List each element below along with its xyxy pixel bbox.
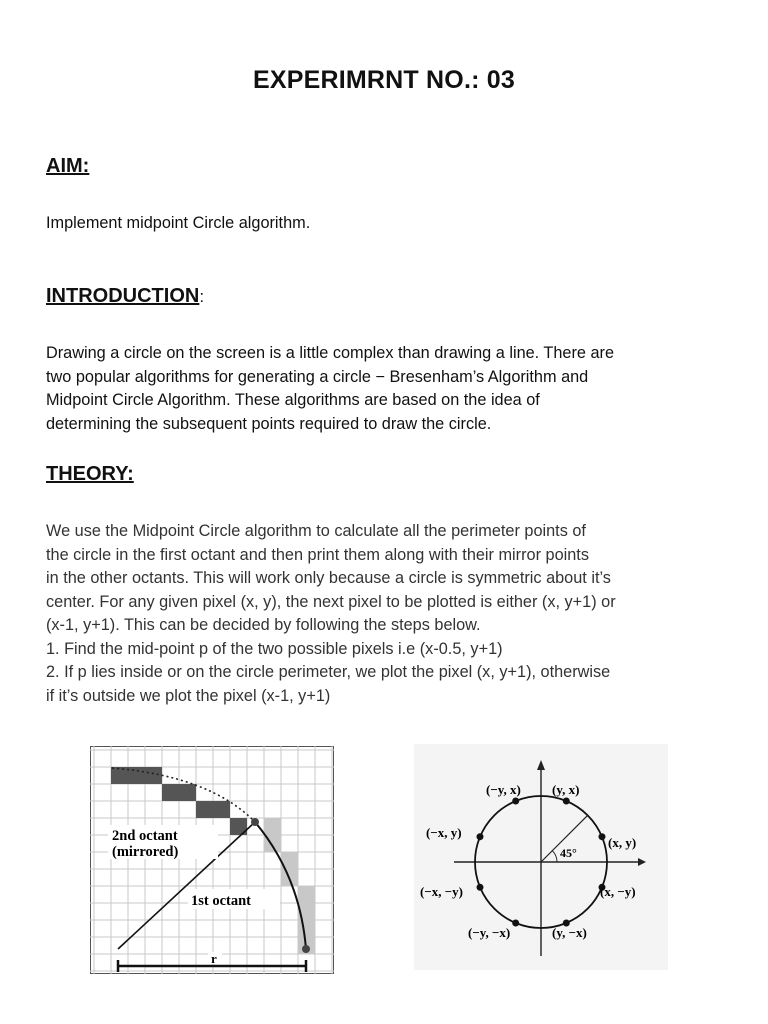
label-1st-octant: 1st octant <box>191 893 252 909</box>
theory-paragraph <box>46 520 726 708</box>
octant-pixel <box>298 886 315 903</box>
mirrored-pixel <box>145 767 162 784</box>
introduction-paragraph <box>46 342 726 436</box>
mirrored-pixel <box>162 784 179 801</box>
introduction-heading-colon: : <box>199 287 205 306</box>
theory-line: if it’s outside we plot the pixel (x-1, y+1) <box>46 686 331 705</box>
arc-end-point <box>302 945 310 953</box>
theory-line: in the other octants. This will work only because a circle is symmetric about it’s <box>46 569 611 587</box>
octant-pixel <box>298 920 315 937</box>
introduction-heading-text: INTRODUCTION <box>46 285 200 307</box>
point-neg-y-x-label: (−y, x) <box>486 782 521 797</box>
point-x-neg-y-label: (x, −y) <box>600 884 636 899</box>
point-neg-x-y-label: (−x, y) <box>426 825 462 840</box>
octant-boundary-point <box>251 818 259 826</box>
label-2nd-octant: 2nd octant <box>112 828 178 844</box>
mirrored-pixel <box>196 801 213 818</box>
mirrored-pixel <box>128 767 145 784</box>
mirrored-pixel <box>111 767 128 784</box>
introduction-line: Drawing a circle on the screen is a little complex than drawing a line. There are <box>46 344 615 362</box>
point-neg-x-neg-y-label: (−x, −y) <box>420 884 463 899</box>
theory-heading <box>46 463 134 486</box>
introduction-line: determining the subsequent points required to draw the circle. <box>46 414 492 433</box>
theory-line: (x-1, y+1). This can be decided by following the steps below. <box>46 616 481 634</box>
aim-heading-text: AIM: <box>46 155 90 177</box>
theory-heading-text: THEORY: <box>46 463 134 485</box>
theory-line: the circle in the first octant and then print them along with their mirror points <box>46 545 589 564</box>
introduction-line: Midpoint Circle Algorithm. These algorithms are based on the idea of <box>46 391 540 409</box>
label-mirrored: (mirrored) <box>112 844 179 860</box>
point-neg-x-y-marker <box>477 833 484 840</box>
point-x-y-marker <box>599 833 606 840</box>
octant-pixel <box>264 818 281 835</box>
mirrored-pixel <box>213 801 230 818</box>
label-r: r <box>211 951 217 966</box>
point-neg-x-neg-y-marker <box>477 884 484 891</box>
point-y-x-label: (y, x) <box>552 782 580 797</box>
octant-pixel-grid-figure <box>90 746 334 974</box>
point-y-x-marker <box>563 798 570 805</box>
point-y-neg-x-label: (y, −x) <box>552 925 587 940</box>
point-neg-y-x-marker <box>512 798 519 805</box>
point-neg-y-neg-x-marker <box>512 920 519 927</box>
introduction-line: two popular algorithms for generating a circle − Bresenham’s Algorithm and <box>46 367 589 386</box>
mirrored-pixel <box>179 784 196 801</box>
angle-label: 45° <box>560 846 577 860</box>
eight-way-symmetry-figure <box>414 744 668 970</box>
theory-line: 1. Find the mid-point p of the two possible pixels i.e (x-0.5, y+1) <box>46 639 503 658</box>
point-neg-y-neg-x-label: (−y, −x) <box>468 925 511 940</box>
aim-heading <box>46 155 89 178</box>
point-x-y-label: (x, y) <box>608 835 637 850</box>
experiment-title: EXPERIMRNT NO.: 03 <box>253 66 515 94</box>
introduction-heading <box>46 285 204 308</box>
theory-line: 2. If p lies inside or on the circle perimeter, we plot the pixel (x, y+1), otherwise <box>46 663 611 681</box>
theory-line: center. For any given pixel (x, y), the next pixel to be plotted is either (x, y+1) or <box>46 592 616 611</box>
aim-text: Implement midpoint Circle algorithm. <box>46 214 311 232</box>
theory-line: We use the Midpoint Circle algorithm to calculate all the perimeter points of <box>46 522 586 540</box>
